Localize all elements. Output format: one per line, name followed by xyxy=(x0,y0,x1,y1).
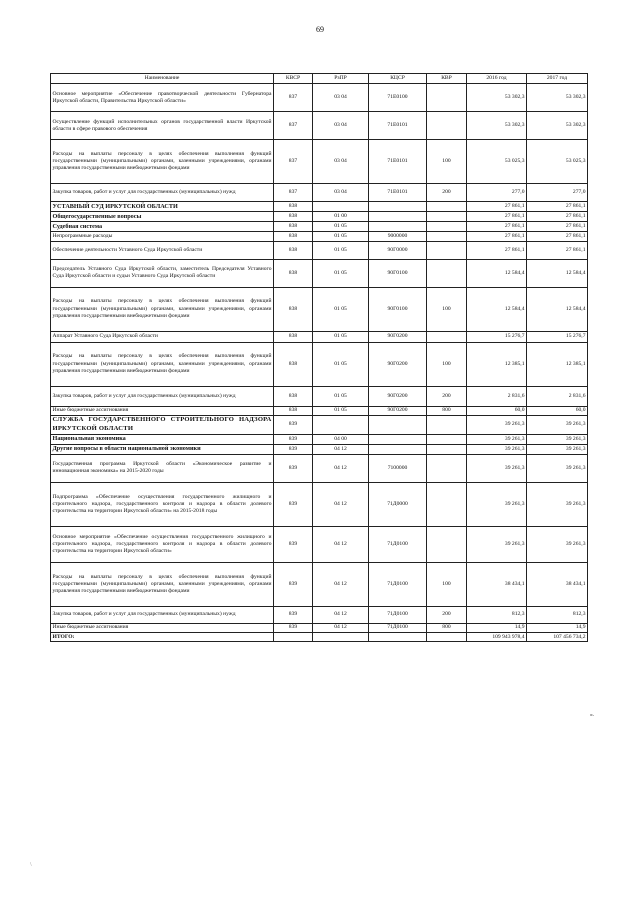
row-kvr: 200 xyxy=(427,184,467,202)
row-name: Иные бюджетные ассигнования xyxy=(51,406,274,415)
row-kcsr: 90Г0200 xyxy=(369,342,427,386)
row-kvr: 800 xyxy=(427,623,467,632)
row-kvr xyxy=(427,241,467,259)
row-kcsr: 90Г0000 xyxy=(369,241,427,259)
row-kcsr: 90Г0100 xyxy=(369,287,427,331)
row-kvr xyxy=(427,526,467,562)
row-2017: 39 261,3 xyxy=(527,415,588,434)
row-2016: 27 861,1 xyxy=(467,222,527,232)
table-row xyxy=(51,386,588,406)
row-kcsr: 71Д0100 xyxy=(369,526,427,562)
row-kvr: 100 xyxy=(427,342,467,386)
row-kvsr: 837 xyxy=(274,112,313,140)
header-2016: 2016 год xyxy=(467,74,527,84)
page-number: 69 xyxy=(316,25,324,34)
row-2017: 39 261,3 xyxy=(527,434,588,444)
row-name: Судебная система xyxy=(51,222,274,232)
row-name: Основное мероприятие «Обеспечение правотворческой деятельности Губернатора Иркутской области, Правительства Иркутской области» xyxy=(51,84,274,112)
row-kvr xyxy=(427,112,467,140)
table-row xyxy=(51,259,588,287)
row-kvr xyxy=(427,222,467,232)
row-2017: 53 302,3 xyxy=(527,84,588,112)
row-kvsr: 839 xyxy=(274,454,313,482)
row-2017: 812,3 xyxy=(527,606,588,623)
row-rzpr: 03 04 xyxy=(313,112,369,140)
row-name: Закупка товаров, работ и услуг для государственных (муниципальных) нужд xyxy=(51,606,274,623)
row-kvr xyxy=(427,434,467,444)
row-kvsr: 837 xyxy=(274,140,313,184)
row-name: Общегосударственные вопросы xyxy=(51,212,274,222)
row-kvr: 100 xyxy=(427,287,467,331)
row-rzpr xyxy=(313,202,369,212)
row-rzpr: 04 12 xyxy=(313,444,369,454)
row-name: Расходы на выплаты персоналу в целях обеспечения выполнения функций государственными (муниципальными) органами, казенными учреждениями, органами управления государственными внебюджетными фондами xyxy=(51,342,274,386)
row-2016: 12 584,4 xyxy=(467,259,527,287)
row-kcsr xyxy=(369,444,427,454)
row-kcsr: 71Д0100 xyxy=(369,606,427,623)
row-2016: 2 831,6 xyxy=(467,386,527,406)
row-rzpr: 04 12 xyxy=(313,482,369,526)
row-kcsr: 90Г0200 xyxy=(369,386,427,406)
row-kvr: 200 xyxy=(427,606,467,623)
row-name: Подпрограмма «Обеспечение осуществления государственного жилищного и строительного надзора, государственного контроля и надзора в области долевого строительства на территории Иркутской области» на 2015-2018 годы xyxy=(51,482,274,526)
row-kvsr: 839 xyxy=(274,444,313,454)
row-2017: 12 385,1 xyxy=(527,342,588,386)
header-rzpr: РзПР xyxy=(313,74,369,84)
header-kcsr: КЦСР xyxy=(369,74,427,84)
row-name: Расходы на выплаты персоналу в целях обеспечения выполнения функций государственными (муниципальными) органами, казенными учреждениями, органами управления государственными внебюджетными фондами xyxy=(51,140,274,184)
row-kvr xyxy=(427,331,467,342)
row-2017: 27 861,1 xyxy=(527,212,588,222)
row-kvr xyxy=(427,232,467,241)
row-2016: 39 261,3 xyxy=(467,415,527,434)
row-rzpr: 04 12 xyxy=(313,623,369,632)
row-kcsr: 9000000 xyxy=(369,232,427,241)
row-2017: 60,0 xyxy=(527,406,588,415)
row-rzpr: 04 12 xyxy=(313,454,369,482)
table-row xyxy=(51,232,588,241)
row-kcsr xyxy=(369,222,427,232)
table-row xyxy=(51,406,588,415)
table-row xyxy=(51,287,588,331)
row-kvr: 200 xyxy=(427,386,467,406)
row-kcsr: 71Е0101 xyxy=(369,112,427,140)
row-kvsr: 839 xyxy=(274,482,313,526)
header-name: Наименование xyxy=(51,74,274,84)
row-rzpr: 01 05 xyxy=(313,331,369,342)
table-row xyxy=(51,415,588,434)
row-rzpr: 01 05 xyxy=(313,342,369,386)
row-kvsr: 839 xyxy=(274,526,313,562)
row-2016: 53 025,3 xyxy=(467,140,527,184)
row-2016: 14,9 xyxy=(467,623,527,632)
row-kvsr: 837 xyxy=(274,84,313,112)
row-kvr xyxy=(427,444,467,454)
table-row xyxy=(51,184,588,202)
row-kcsr: 7100000 xyxy=(369,454,427,482)
row-kvr xyxy=(427,259,467,287)
total-empty-kvr xyxy=(427,633,467,642)
row-kcsr: 71Е0100 xyxy=(369,84,427,112)
row-2016: 27 861,1 xyxy=(467,241,527,259)
row-kcsr: 71Д0100 xyxy=(369,623,427,632)
row-2017: 39 261,3 xyxy=(527,526,588,562)
row-rzpr: 04 00 xyxy=(313,434,369,444)
row-2016: 38 434,1 xyxy=(467,562,527,606)
row-kcsr: 90Г0200 xyxy=(369,406,427,415)
row-rzpr: 04 12 xyxy=(313,606,369,623)
row-rzpr: 03 04 xyxy=(313,84,369,112)
row-rzpr: 04 12 xyxy=(313,562,369,606)
row-2016: 53 302,3 xyxy=(467,84,527,112)
table-row xyxy=(51,84,588,112)
row-2017: 27 861,1 xyxy=(527,232,588,241)
row-kvsr: 838 xyxy=(274,342,313,386)
row-kvsr: 839 xyxy=(274,606,313,623)
row-2016: 812,3 xyxy=(467,606,527,623)
table-row xyxy=(51,331,588,342)
row-rzpr: 01 00 xyxy=(313,212,369,222)
row-2016: 12 584,4 xyxy=(467,287,527,331)
header-kvsr: КВСР xyxy=(274,74,313,84)
row-kcsr xyxy=(369,212,427,222)
row-kvsr: 838 xyxy=(274,259,313,287)
row-kcsr xyxy=(369,202,427,212)
row-2017: 277,0 xyxy=(527,184,588,202)
row-kcsr: 90Г0100 xyxy=(369,259,427,287)
row-2017: 53 302,3 xyxy=(527,112,588,140)
row-rzpr: 01 05 xyxy=(313,406,369,415)
row-name: Основное мероприятие «Обеспечение осуществления государственного жилищного и строительного надзора, государственного контроля и надзора в области долевого строительства на территории Иркутской области» xyxy=(51,526,274,562)
row-2016: 27 861,1 xyxy=(467,202,527,212)
row-kvr xyxy=(427,415,467,434)
row-2016: 39 261,3 xyxy=(467,434,527,444)
row-2016: 60,0 xyxy=(467,406,527,415)
header-kvr: КВР xyxy=(427,74,467,84)
total-label: ИТОГО: xyxy=(51,633,274,642)
row-name: Национальная экономика xyxy=(51,434,274,444)
table-row xyxy=(51,222,588,232)
row-kvr xyxy=(427,212,467,222)
table-row xyxy=(51,526,588,562)
row-kvsr: 837 xyxy=(274,184,313,202)
row-2016: 39 261,3 xyxy=(467,526,527,562)
table-body xyxy=(51,84,588,633)
row-2017: 15 276,7 xyxy=(527,331,588,342)
row-kvr: 800 xyxy=(427,406,467,415)
table-row xyxy=(51,342,588,386)
row-kcsr: 90Г0200 xyxy=(369,331,427,342)
row-name: Осуществление функций исполнительных органов государственной власти Иркутской области в сфере правового обеспечения xyxy=(51,112,274,140)
row-kvsr: 838 xyxy=(274,287,313,331)
row-kcsr: 71Е0101 xyxy=(369,184,427,202)
scan-corner-mark: \ xyxy=(30,862,32,868)
row-2016: 12 385,1 xyxy=(467,342,527,386)
table-row xyxy=(51,444,588,454)
header-row xyxy=(51,74,588,84)
row-name: Непрограммные расходы xyxy=(51,232,274,241)
total-2017: 107 456 734,2 xyxy=(527,633,588,642)
row-name: Расходы на выплаты персоналу в целях обеспечения выполнения функций государственными (муниципальными) органами, казенными учреждениями, органами управления государственными внебюджетными фондами xyxy=(51,562,274,606)
row-kvsr: 838 xyxy=(274,212,313,222)
row-kcsr: 71Д0100 xyxy=(369,562,427,606)
row-kcsr xyxy=(369,415,427,434)
row-2017: 12 584,4 xyxy=(527,259,588,287)
row-2017: 27 861,1 xyxy=(527,222,588,232)
row-rzpr: 03 04 xyxy=(313,140,369,184)
table-row xyxy=(51,241,588,259)
row-kvr: 100 xyxy=(427,562,467,606)
row-kvsr: 838 xyxy=(274,202,313,212)
table-row xyxy=(51,212,588,222)
table-row xyxy=(51,482,588,526)
row-2016: 277,0 xyxy=(467,184,527,202)
table-row xyxy=(51,454,588,482)
row-kvsr: 838 xyxy=(274,241,313,259)
row-2016: 53 302,3 xyxy=(467,112,527,140)
row-rzpr: 01 05 xyxy=(313,222,369,232)
row-kvr xyxy=(427,482,467,526)
row-kvsr: 838 xyxy=(274,386,313,406)
row-2017: 14,9 xyxy=(527,623,588,632)
row-2016: 27 861,1 xyxy=(467,212,527,222)
total-empty-kvsr xyxy=(274,633,313,642)
row-kcsr xyxy=(369,434,427,444)
row-kvr xyxy=(427,202,467,212)
row-2017: 39 261,3 xyxy=(527,454,588,482)
row-name: Закупка товаров, работ и услуг для государственных (муниципальных) нужд xyxy=(51,386,274,406)
table-row xyxy=(51,562,588,606)
row-kvsr: 838 xyxy=(274,331,313,342)
row-2016: 39 261,3 xyxy=(467,454,527,482)
header-2017: 2017 год xyxy=(527,74,588,84)
row-name: Иные бюджетные ассигнования xyxy=(51,623,274,632)
table-row xyxy=(51,606,588,623)
table-row xyxy=(51,434,588,444)
row-name: Закупка товаров, работ и услуг для государственных (муниципальных) нужд xyxy=(51,184,274,202)
row-name: Государственная программа Иркутской области «Экономическое развитие и инновационная экономика» на 2015-2020 годы xyxy=(51,454,274,482)
row-2016: 27 861,1 xyxy=(467,232,527,241)
row-kvr xyxy=(427,84,467,112)
row-rzpr: 01 05 xyxy=(313,287,369,331)
closing-quote-mark: ». xyxy=(590,712,595,718)
row-kvsr: 839 xyxy=(274,415,313,434)
table-row xyxy=(51,112,588,140)
row-2017: 39 261,3 xyxy=(527,444,588,454)
row-rzpr: 01 05 xyxy=(313,241,369,259)
table-row xyxy=(51,202,588,212)
row-name: Другие вопросы в области национальной экономики xyxy=(51,444,274,454)
row-kcsr: 71Д0000 xyxy=(369,482,427,526)
row-kvsr: 839 xyxy=(274,623,313,632)
total-empty-kcsr xyxy=(369,633,427,642)
row-2017: 12 584,4 xyxy=(527,287,588,331)
row-2016: 15 276,7 xyxy=(467,331,527,342)
row-2016: 39 261,3 xyxy=(467,482,527,526)
row-kvsr: 839 xyxy=(274,562,313,606)
table-row xyxy=(51,140,588,184)
row-kvsr: 838 xyxy=(274,406,313,415)
row-name: УСТАВНЫЙ СУД ИРКУТСКОЙ ОБЛАСТИ xyxy=(51,202,274,212)
row-name: Расходы на выплаты персоналу в целях обеспечения выполнения функций государственными (муниципальными) органами, казенными учреждениями, органами управления государственными внебюджетными фондами xyxy=(51,287,274,331)
row-kvr: 100 xyxy=(427,140,467,184)
row-2017: 39 261,3 xyxy=(527,482,588,526)
row-2017: 38 434,1 xyxy=(527,562,588,606)
row-rzpr: 01 05 xyxy=(313,259,369,287)
row-name: Председатель Уставного Суда Иркутской области, заместитель Председателя Уставного Суда Иркутской области и судьи Уставного Суда Иркутской области xyxy=(51,259,274,287)
row-name: Аппарат Уставного Суда Иркутской области xyxy=(51,331,274,342)
budget-table xyxy=(50,73,588,642)
row-name: СЛУЖБА ГОСУДАРСТВЕННОГО СТРОИТЕЛЬНОГО НАДЗОРА ИРКУТСКОЙ ОБЛАСТИ xyxy=(51,415,274,434)
row-name: Обеспечение деятельности Уставного Суда Иркутской области xyxy=(51,241,274,259)
row-rzpr: 03 04 xyxy=(313,184,369,202)
row-kvsr: 838 xyxy=(274,222,313,232)
row-2016: 39 261,3 xyxy=(467,444,527,454)
total-row xyxy=(51,633,588,642)
total-2016: 109 943 978,4 xyxy=(467,633,527,642)
row-kvsr: 838 xyxy=(274,232,313,241)
row-kcsr: 71Е0101 xyxy=(369,140,427,184)
total-empty-rzpr xyxy=(313,633,369,642)
row-2017: 27 861,1 xyxy=(527,202,588,212)
row-kvr xyxy=(427,454,467,482)
row-2017: 53 025,3 xyxy=(527,140,588,184)
row-rzpr: 01 05 xyxy=(313,232,369,241)
row-2017: 27 861,1 xyxy=(527,241,588,259)
row-rzpr xyxy=(313,415,369,434)
row-2017: 2 831,6 xyxy=(527,386,588,406)
row-rzpr: 04 12 xyxy=(313,526,369,562)
table-row xyxy=(51,623,588,632)
row-rzpr: 01 05 xyxy=(313,386,369,406)
row-kvsr: 839 xyxy=(274,434,313,444)
